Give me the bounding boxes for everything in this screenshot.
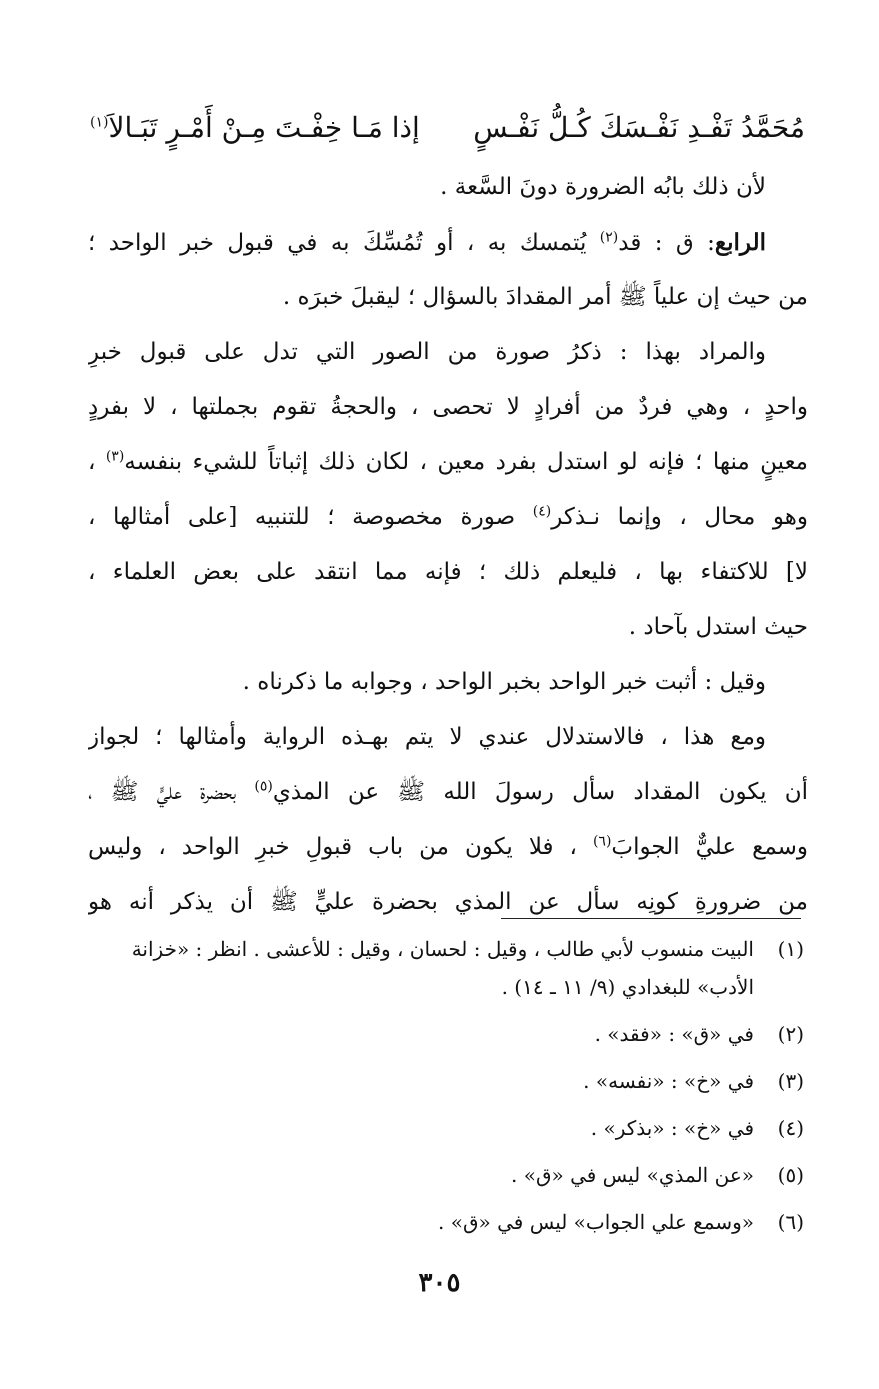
footnote-text: «عن المذي» ليس في «ق» . <box>511 1163 754 1187</box>
footnote <box>92 1203 804 1241</box>
text-line-content: صورة مخصوصة ؛ للتنبيه [على أمثالها ، <box>88 504 533 530</box>
footnote-number: (٦) <box>777 1210 804 1234</box>
text-line <box>88 820 808 875</box>
text-line <box>88 710 808 765</box>
text-line-content: معينٍ منها ؛ فإنه لو استدل بفرد معين ، لكان ذلك إثباتاً للشيء بنفسه <box>124 449 808 475</box>
text-line <box>88 765 808 820</box>
footnote-text: «وسمع علي الجواب» ليس في «ق» . <box>438 1210 754 1234</box>
text-line <box>88 600 808 655</box>
footnote-ref: (٥) <box>254 778 273 795</box>
text-line <box>88 545 808 600</box>
footnote-number: (٢) <box>777 1022 804 1046</box>
text-line-content: وهو محال ، وإنما نـذكر <box>551 504 808 530</box>
footnote <box>92 1109 804 1147</box>
text-line-content: ، فلا يكون من باب قبولِ خبرِ الواحد ، وليس <box>88 834 593 860</box>
footnote-number: (٣) <box>777 1069 804 1093</box>
text-line-content: ومع هذا ، فالاستدلال عندي لا يتم بهـذه الرواية وأمثالها ؛ لجواز <box>88 724 766 750</box>
text-line <box>88 160 808 215</box>
text-line-content: يُتمسك به ، أو تُمُسِّكَ به في قبول خبر الواحد ؛ <box>88 230 600 256</box>
text-line-content: والمراد بهذا : ذكرُ صورة من الصور التي تدل على قبول خبرِ <box>88 339 766 365</box>
text-line-content: من ضرورةِ كونِه سأل عن المذي بحضرة عليٍّ ﷺ أن يذكر أنه هو <box>88 889 808 915</box>
footnote <box>92 1062 804 1100</box>
text-line-content: حيث استدل بآحاد . <box>628 614 808 640</box>
verse-first-hemistich-text: مُحَمَّدُ تَفْـدِ نَفْـسَكَ كُـلُّ نَفْـسٍ <box>473 111 805 144</box>
text-line-content: لا] للاكتفاء بها ، فليعلم ذلك ؛ فإنه مما انتقد على بعض العلماء ، <box>88 559 808 585</box>
footnote-number: (١) <box>777 937 804 961</box>
footnotes <box>92 930 804 1250</box>
footnote-ref: (٤) <box>532 503 552 520</box>
footnote-ref: (١) <box>90 114 109 131</box>
text-line <box>88 270 808 325</box>
text-line-content: ، <box>88 449 106 475</box>
footnote-divider <box>501 918 801 919</box>
text-line <box>88 435 808 490</box>
footnote <box>92 1156 804 1194</box>
text-line-content: : ق : قد <box>618 230 715 256</box>
footnote-ref: (٢) <box>599 229 619 246</box>
text-line <box>88 655 808 710</box>
page-number: ٣٠٥ <box>418 1268 461 1298</box>
text-line-content: وقيل : أثبت خبر الواحد بخبر الواحد ، وجوابه ما ذكرناه . <box>242 669 766 695</box>
text-line-content: بحضرة عليٍّ ﷺ ، <box>88 779 255 805</box>
footnote-ref: (٣) <box>105 448 125 465</box>
text-line <box>88 490 808 545</box>
footnote-text: في «خ» : «نفسه» . <box>583 1069 754 1093</box>
text-line-content: واحدٍ ، وهي فردٌ من أفرادٍ لا تحصى ، والحجةُ تقوم بجملتها ، لا بفردٍ <box>88 394 808 420</box>
footnote-text: في «خ» : «بذكر» . <box>590 1116 754 1140</box>
footnote <box>92 1015 804 1053</box>
text-line <box>88 380 808 435</box>
text-line <box>88 325 808 380</box>
verse-second-hemistich <box>90 100 420 156</box>
poetry-verse <box>90 100 805 156</box>
verse-first-hemistich <box>473 100 805 156</box>
main-text <box>88 160 808 930</box>
verse-second-hemistich-text: إذا مَـا خِفْـتَ مِـنْ أَمْـرٍ تَبَـالاَ <box>108 111 420 144</box>
text-line <box>88 875 808 930</box>
footnote <box>92 930 804 1006</box>
footnote-number: (٤) <box>777 1116 804 1140</box>
text-line-content: لأن ذلك بابُه الضرورة دونَ السَّعة . <box>440 174 766 200</box>
footnote-number: (٥) <box>777 1163 804 1187</box>
text-line-content: وسمع عليٌّ الجوابَ <box>611 834 808 860</box>
section-term: الرابع <box>714 229 766 256</box>
footnote-text: في «ق» : «فقد» . <box>594 1022 754 1046</box>
footnote-text: البيت منسوب لأبي طالب ، وقيل : لحسان ، وقيل : للأعشى . انظر : «خزانة الأدب» للبغدادي (٩/ ١١ ـ ١٤) . <box>131 937 754 999</box>
text-line <box>88 215 808 270</box>
text-line-content: من حيث إن علياً ﷺ أمر المقدادَ بالسؤال ؛ ليقبلَ خبرَه . <box>282 284 808 310</box>
footnote-ref: (٦) <box>592 833 612 850</box>
text-line-content: أن يكون المقداد سأل رسولَ الله ﷺ عن المذي <box>272 779 808 805</box>
